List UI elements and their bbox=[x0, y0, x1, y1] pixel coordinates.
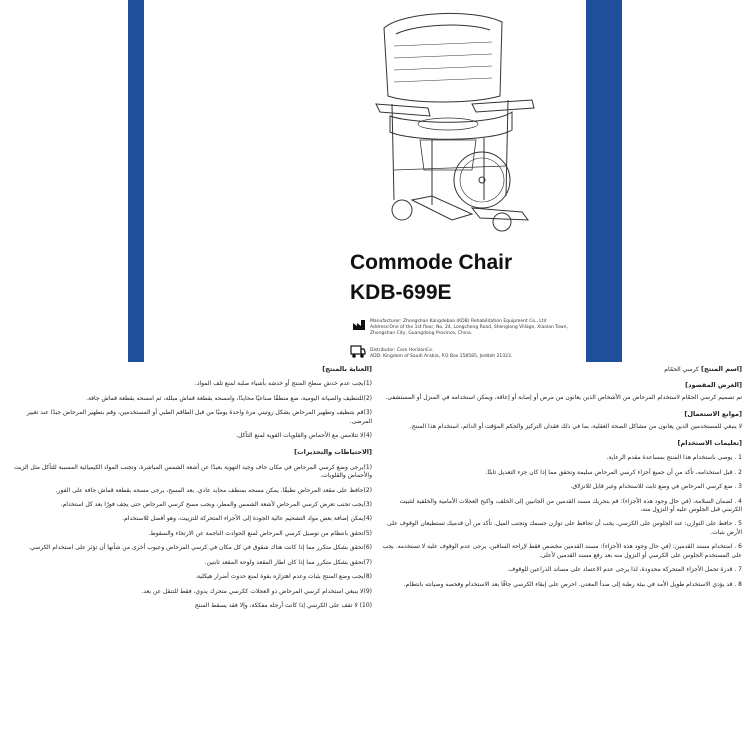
instruction-item-7: 7 . قدرة تحمل الأجزاء المتحركة محدودة، لذا يرجى عدم الاعتماد على مساند الذراعين للوقوف. bbox=[507, 566, 742, 574]
product-name-row bbox=[382, 365, 742, 374]
care-item-3: (3)قم بتنظيف وتطهير المرحاض بشكل روتيني مرة واحدة يوميًا من قبل الطاقم الطبي أو المستخدمين، وقم بتطهير المرحاض جيدًا عند تغيير المرضى. bbox=[26, 409, 372, 425]
manufacturer-line-1: Manufacturer: Zhongshan Kangdebao (KDB) Rehabilitation Equipment Co., Ltd bbox=[370, 319, 547, 324]
right-blue-band bbox=[586, 0, 622, 362]
care-and-precautions-column bbox=[8, 362, 372, 616]
purpose-header: [الغرض المقصود] bbox=[685, 381, 742, 390]
model-number: KDB-699E bbox=[350, 281, 452, 304]
precaution-item-4: (4)يمكن إضافة بعض مواد التشحيم عالية الجودة إلى الأجزاء المتحركة للتزييت، وهو أفضل للاستخدام. bbox=[122, 515, 372, 523]
product-name-label: [اسم المنتج] bbox=[701, 365, 742, 373]
precaution-item-10: (10) لا تقف على الكرسي إذا كانت أرجله مفككة، وإلا فقد يسقط المنتج bbox=[194, 601, 372, 609]
care-item-2: (2)للتنظيف والصيانة اليومية، ضع منظفًا صناعيًا محايدًا، وامسحه بقطعة قماش مبللة، ثم امسحه بقطعة قماش جافة. bbox=[86, 394, 372, 402]
instructions-header: [تعليمات الاستخدام] bbox=[677, 439, 742, 448]
distributor-line-1: Distributor: Care HorizonCo. bbox=[370, 348, 434, 353]
instruction-item-5: 5 . حافظ على التوازن: عند الجلوس على الكرسي، يجب أن تحافظ على توازن جسمك وتجنب الميل. تأكد من أن قدميك تستطيعان الوقوف على الأرض بثبات. bbox=[387, 520, 742, 536]
precaution-item-2: (2)حافظ على مقعد المرحاض نظيفًا. يمكن مسحه بمنظف محايد عادي. بعد المسح، يرجى مسحه بقطعة قماش جافة على الفور. bbox=[55, 486, 372, 494]
instruction-item-6: 6 . استخدام مسند القدمين: (في حال وجود هذه الأجزاء): مسند القدمين مخصص فقط لإراحة الساقين. يرجى عدم الوقوف عليه لا تستخدمه. يجب على المستخدم الجلوس على الكرسي أو النزول منه بعد رفع مسند القدمين لأعلى. bbox=[382, 543, 742, 559]
purpose-text: تم تصميم كرسي الحمّام لاستخدام المرحاض من الأشخاص الذين يعانون من مرض أو إصابة أو إعاقة، ويمكن استخدامه في المنزل أو المستشفى. bbox=[385, 393, 742, 401]
commode-chair-illustration bbox=[372, 0, 540, 236]
product-name-value: كرسي الحمّام bbox=[664, 366, 699, 373]
care-item-1: (1)يجب عدم خدش سطح المنتج أو خدشه بأشياء صلبة لمنع تلف المواد. bbox=[194, 380, 372, 388]
instruction-item-4: 4 . لضمان السلامة، (في حال وجود هذه الأجزاء): قم بتحريك مسند القدمين من الجانبين إلى الخلف، واكبح العجلات الأمامية والخلفية لتثبيت الكرسي قبل الجلوس عليه أو النزول منه. bbox=[399, 497, 742, 514]
contraindications-text: لا ينبغي للمستخدمين الذين يعانون من مشاكل الصحة العقلية، بما في ذلك فقدان التركيز والحكم المؤقت أو الدائم، استخدام هذا المنتج. bbox=[409, 422, 742, 430]
distributor-line-2: ADD: Kingdom of Saudi Arabia, P.O Box 158585, Jeddah 21323. bbox=[370, 354, 513, 359]
manufacturer-line-3: Zhongshan City, Guangdong Province, China. bbox=[370, 331, 473, 336]
instruction-item-1: 1 . يوصى باستخدام هذا المنتج بمساعدة مقدم الرعاية. bbox=[606, 454, 742, 462]
manufacturer-line-2: Address:One of the 1st floor, No. 24, Longcheng Road, Shenglong Village, Xiaolan Town, bbox=[370, 325, 568, 330]
precaution-item-9: (9)لا ينبغي استخدام كرسي المرحاض ذو العجلات ككرسي متحرك يدوي، فقط للتنقل عن بعد. bbox=[141, 587, 372, 595]
usage-column bbox=[382, 362, 742, 595]
care-item-4: (4)لا تتلامس مع الأحماض والقلويات القوية لمنع التآكل. bbox=[236, 432, 372, 440]
precaution-item-7: (7)تحقق بشكل متكرر مما إذا كان اطار المقعد ولوحة المقعد ثابتين. bbox=[204, 558, 372, 566]
care-header: [العناية بالمنتج] bbox=[322, 365, 372, 373]
precaution-item-3: (3)يجب تجنب تعرض كرسي المرحاض لأشعة الشمس والمطر، ويجب مسح كرسي المرحاض حتى يجف فورًا بعد كل استخدام. bbox=[60, 501, 372, 509]
precaution-item-6: (6)تحقق بشكل متكرر مما إذا كانت هناك شقوق في كل مكان في كرسي المرحاض وعيوب أخرى من شأنها أن تؤثر على استخدام الكرسي. bbox=[28, 544, 372, 552]
instruction-item-3: 3 . ضع كرسي المرحاض في وضع ثابت للاستخدام وغير قابل للانزلاق. bbox=[570, 483, 742, 491]
precautions-header: [الاحتياطات والتحذيرات] bbox=[294, 448, 372, 457]
precaution-item-5: (5)تحقق بانتظام من توصيل كرسي المرحاض لمنع الحوادث الناجمة عن الارتخاء والسقوط. bbox=[148, 529, 372, 537]
contraindications-header: [موانع الاستعمال] bbox=[684, 410, 742, 419]
instruction-item-2: 2 . قبل استخدامه، تأكد من أن جميع أجزاء كرسي المرحاض سليمة وتحقق مما إذا كان جزء التعديل ثابتًا. bbox=[485, 468, 742, 476]
product-title: Commode Chair bbox=[350, 251, 513, 274]
precaution-item-8: (8)يجب وضع المنتج بثبات وعدم اهتزازه بقوة لمنع حدوث أضرار هيكلية. bbox=[195, 573, 372, 581]
precaution-item-1: (1)يرجى وضع كرسي المرحاض في مكان جاف وجيد التهوية بعيدًا عن أشعة الشمس المباشرة، وتجنب المواد الكيميائية المسببة للتآكل مثل الزيت والأحماض والقلويات. bbox=[14, 463, 372, 480]
instruction-item-8: 8 . قد يؤدي الاستخدام طويل الأمد في بيئة رطبة إلى صدأ المعدن. احرص على إبقاء الكرسي جافًا بعد الاستخدام وفحصه وصيانته بانتظام. bbox=[403, 580, 742, 588]
distributor-icon bbox=[350, 343, 366, 359]
manufacturer-icon bbox=[352, 318, 366, 331]
left-blue-band bbox=[128, 0, 144, 362]
